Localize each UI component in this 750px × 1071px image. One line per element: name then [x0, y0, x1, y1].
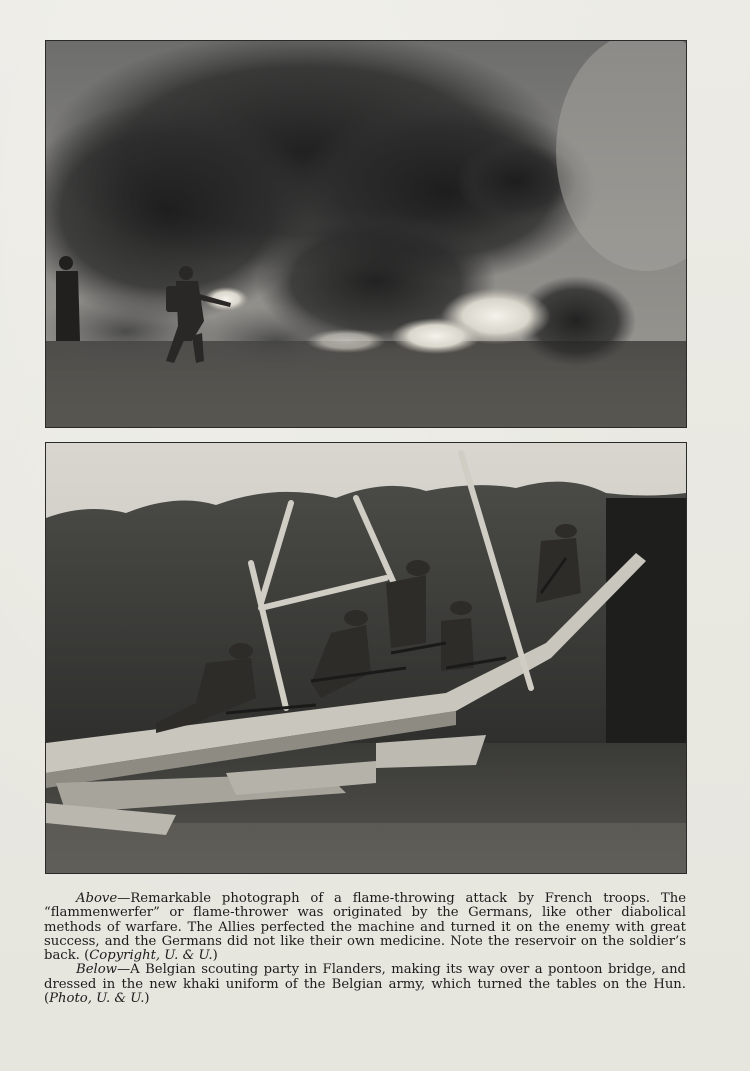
caption-above	[44, 892, 686, 963]
photo-caption	[44, 892, 686, 1006]
caption-below-lead: Below	[76, 962, 117, 978]
pontoon-bridge-photo	[45, 442, 687, 874]
caption-below-close: )	[144, 991, 150, 1007]
caption-above-lead: Above	[76, 891, 118, 906]
caption-below-credit: Photo, U. & U.	[49, 991, 145, 1007]
flame-thrower-photo	[45, 40, 687, 428]
caption-above-close: )	[212, 948, 218, 964]
pontoon-bridge-photo-image	[46, 443, 686, 873]
caption-below	[44, 963, 686, 1006]
caption-below-body: —A Belgian scouting party in Flanders, making its way over a pontoon bridge, and dressed in the new khaki uniform of the Belgian army, which turned the tables on the Hun. (	[44, 962, 686, 1007]
caption-above-credit: Copyright, U. & U.	[89, 948, 213, 964]
caption-above-body: —Remarkable photograph of a flame-throwing attack by French troops. The “flammenwerfer” or flame-thrower was originated by the Germans, like other diabolical methods of warfare. The Allies perfected the machine and turned it on the enemy with great success, and the Germans did not like their own medicine. Note the reservoir on the soldier’s back. (	[44, 891, 686, 964]
flame-thrower-photo-image	[46, 41, 686, 427]
